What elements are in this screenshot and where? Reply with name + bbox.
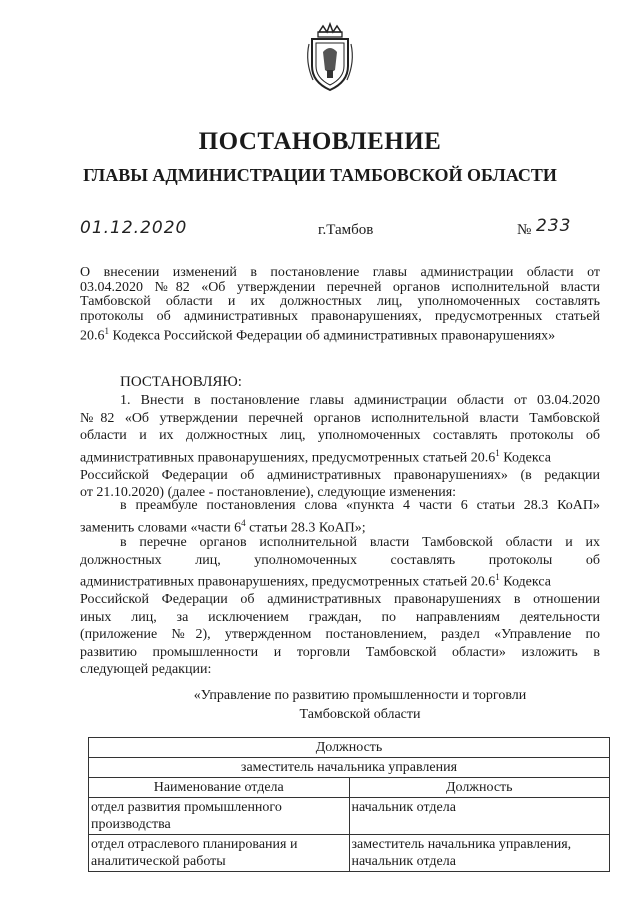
document-date: 01.12.2020	[80, 218, 188, 238]
body-line: №82 «Об утверждении перечней органов исполнительной власти Тамбовской	[80, 410, 600, 426]
table-cell-position: начальник отдела	[349, 798, 610, 835]
body-line: должностных лиц, уполномоченных составлять протоколы об	[80, 552, 600, 568]
coat-of-arms-icon	[303, 22, 357, 94]
body-text: заменить словами «части 6	[80, 520, 242, 536]
table-cell-position: заместитель начальника управления, начальник отдела	[349, 835, 610, 872]
subject-line	[80, 324, 600, 344]
section-title	[80, 686, 640, 724]
body-line: в перечне органов исполнительной власти Тамбовской области и их	[120, 535, 600, 550]
paragraph-1	[80, 392, 600, 502]
subject-line: 03.04.2020 №82 «Об утверждении перечней органов исполнительной власти	[80, 279, 600, 295]
document-number: 233	[536, 216, 572, 236]
article-number: 20.6	[80, 328, 105, 344]
body-line: иных лиц, за исключением граждан, по направлениям деятельности	[80, 609, 600, 625]
table-header: Должность	[89, 738, 610, 758]
section-title-line: Тамбовской области	[299, 707, 421, 722]
body-text: Кодекса	[499, 574, 551, 590]
table-subheader-row	[89, 758, 610, 778]
document-subtitle: ГЛАВЫ АДМИНИСТРАЦИИ ТАМБОВСКОЙ ОБЛАСТИ	[83, 165, 557, 185]
table-columns-row	[89, 778, 610, 798]
body-line: области и их должностных лиц, уполномоченных составлять протоколы об	[80, 428, 600, 443]
subject-line: О внесении изменений в постановление главы администрации области от	[80, 265, 600, 280]
table-subheader: заместитель начальника управления	[89, 758, 610, 778]
table-header-row	[89, 738, 610, 758]
table-row	[89, 798, 610, 835]
document-city: г.Тамбов	[318, 222, 374, 238]
body-line: Российской Федерации об административных правонарушениях в отношении	[80, 592, 600, 608]
table-row	[89, 835, 610, 872]
body-line: Российской Федерации об административных правонарушениях» (в редакции	[80, 467, 600, 483]
body-line: 1. Внести в постановление главы администрации области от 03.04.2020	[120, 393, 600, 408]
body-line: в преамбуле постановления слова «пункта 4 части 6 статьи 28.3 КоАП»	[120, 498, 600, 513]
body-text: статьи 28.3 КоАП»;	[245, 520, 366, 536]
subject-line: протоколы об административных правонарушениях, предусмотренных статьей	[80, 308, 600, 324]
body-text: административных правонарушениях, предусмотренных статьей 20.6	[80, 450, 496, 466]
body-line: от 21.10.2020) (далее - постановление), следующие изменения:	[80, 485, 457, 501]
body-line: следующей редакции:	[80, 662, 212, 678]
document-title: ПОСТАНОВЛЕНИЕ	[198, 128, 442, 155]
body-text: Кодекса	[499, 450, 551, 466]
body-line: развитию промышленности и торговли Тамбовской области» изложить в	[80, 644, 600, 660]
body-line	[80, 445, 600, 467]
paragraph-2	[80, 497, 600, 537]
section-title-line: «Управление по развитию промышленности и торговли	[193, 688, 527, 703]
subject-line: Тамбовской области и их должностных лиц, уполномоченных составлять	[80, 294, 600, 309]
subject-text: Кодекса Российской Федерации об административных правонарушениях»	[109, 328, 556, 344]
table-cell-dept: отдел развития промышленного производства	[89, 798, 350, 835]
column-header-position: Должность	[349, 778, 610, 798]
resolve-heading: ПОСТАНОВЛЯЮ:	[120, 374, 242, 390]
document-subject	[80, 266, 600, 344]
article-superscript: 1	[495, 572, 500, 582]
document-number-label: №	[517, 222, 532, 238]
body-line	[80, 569, 600, 591]
article-superscript: 1	[495, 447, 500, 458]
paragraph-3	[80, 534, 600, 679]
positions-table	[88, 737, 610, 872]
body-text: административных правонарушениях, предусмотренных статьей 20.6	[80, 574, 496, 590]
body-line: (приложение №2), утвержденном постановлением, раздел «Управление по	[80, 627, 600, 643]
table-cell-dept: отдел отраслевого планирования и аналитической работы	[89, 835, 350, 872]
column-header-dept: Наименование отдела	[89, 778, 350, 798]
article-superscript: 4	[241, 517, 246, 528]
article-superscript: 1	[104, 326, 109, 336]
